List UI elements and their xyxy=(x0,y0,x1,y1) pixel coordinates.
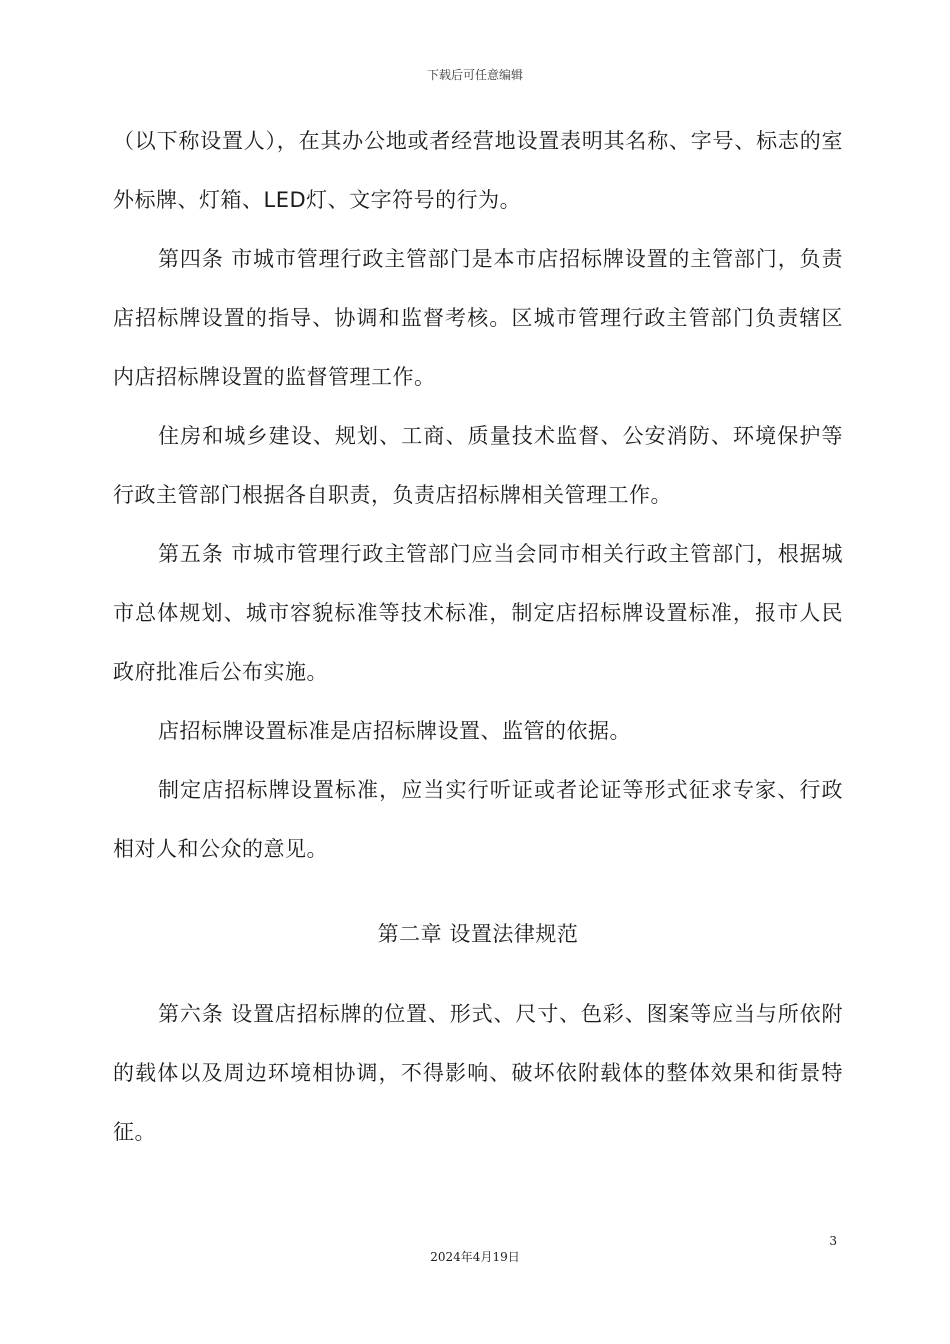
paragraph-intro: （以下称设置人），在其办公地或者经营地设置表明其名称、字号、标志的室外标牌、灯箱、LED灯、文字符号的行为。 xyxy=(113,129,843,212)
paragraph-article-5-hearing: 制定店招标牌设置标准，应当实行听证或者论证等形式征求专家、行政相对人和公众的意见。 xyxy=(113,778,843,861)
paragraph-article-5-basis: 店招标牌设置标准是店招标牌设置、监管的依据。 xyxy=(158,719,631,743)
page-number: 3 xyxy=(829,1234,837,1248)
paragraph-article-4-departments: 住房和城乡建设、规划、工商、质量技术监督、公安消防、环境保护等行政主管部门根据各自职责，负责店招标牌相关管理工作。 xyxy=(113,424,843,507)
document-body xyxy=(113,112,843,1162)
paragraph-article-4: 第四条 市城市管理行政主管部门是本市店招标牌设置的主管部门，负责店招标牌设置的指导、协调和监督考核。区城市管理行政主管部门负责辖区内店招标牌设置的监督管理工作。 xyxy=(113,247,843,389)
paragraph-article-5: 第五条 市城市管理行政主管部门应当会同市相关行政主管部门，根据城市总体规划、城市容貌标准等技术标准，制定店招标牌设置标准，报市人民政府批准后公布实施。 xyxy=(113,542,843,684)
header-note: 下载后可任意编辑 xyxy=(426,68,523,82)
footer-date: 2024年4月19日 xyxy=(430,1250,520,1264)
paragraph-article-6: 第六条 设置店招标牌的位置、形式、尺寸、色彩、图案等应当与所依附的载体以及周边环境相协调，不得影响、破坏依附载体的整体效果和街景特征。 xyxy=(113,1002,843,1144)
chapter-title: 第二章 设置法律规范 xyxy=(377,922,579,946)
